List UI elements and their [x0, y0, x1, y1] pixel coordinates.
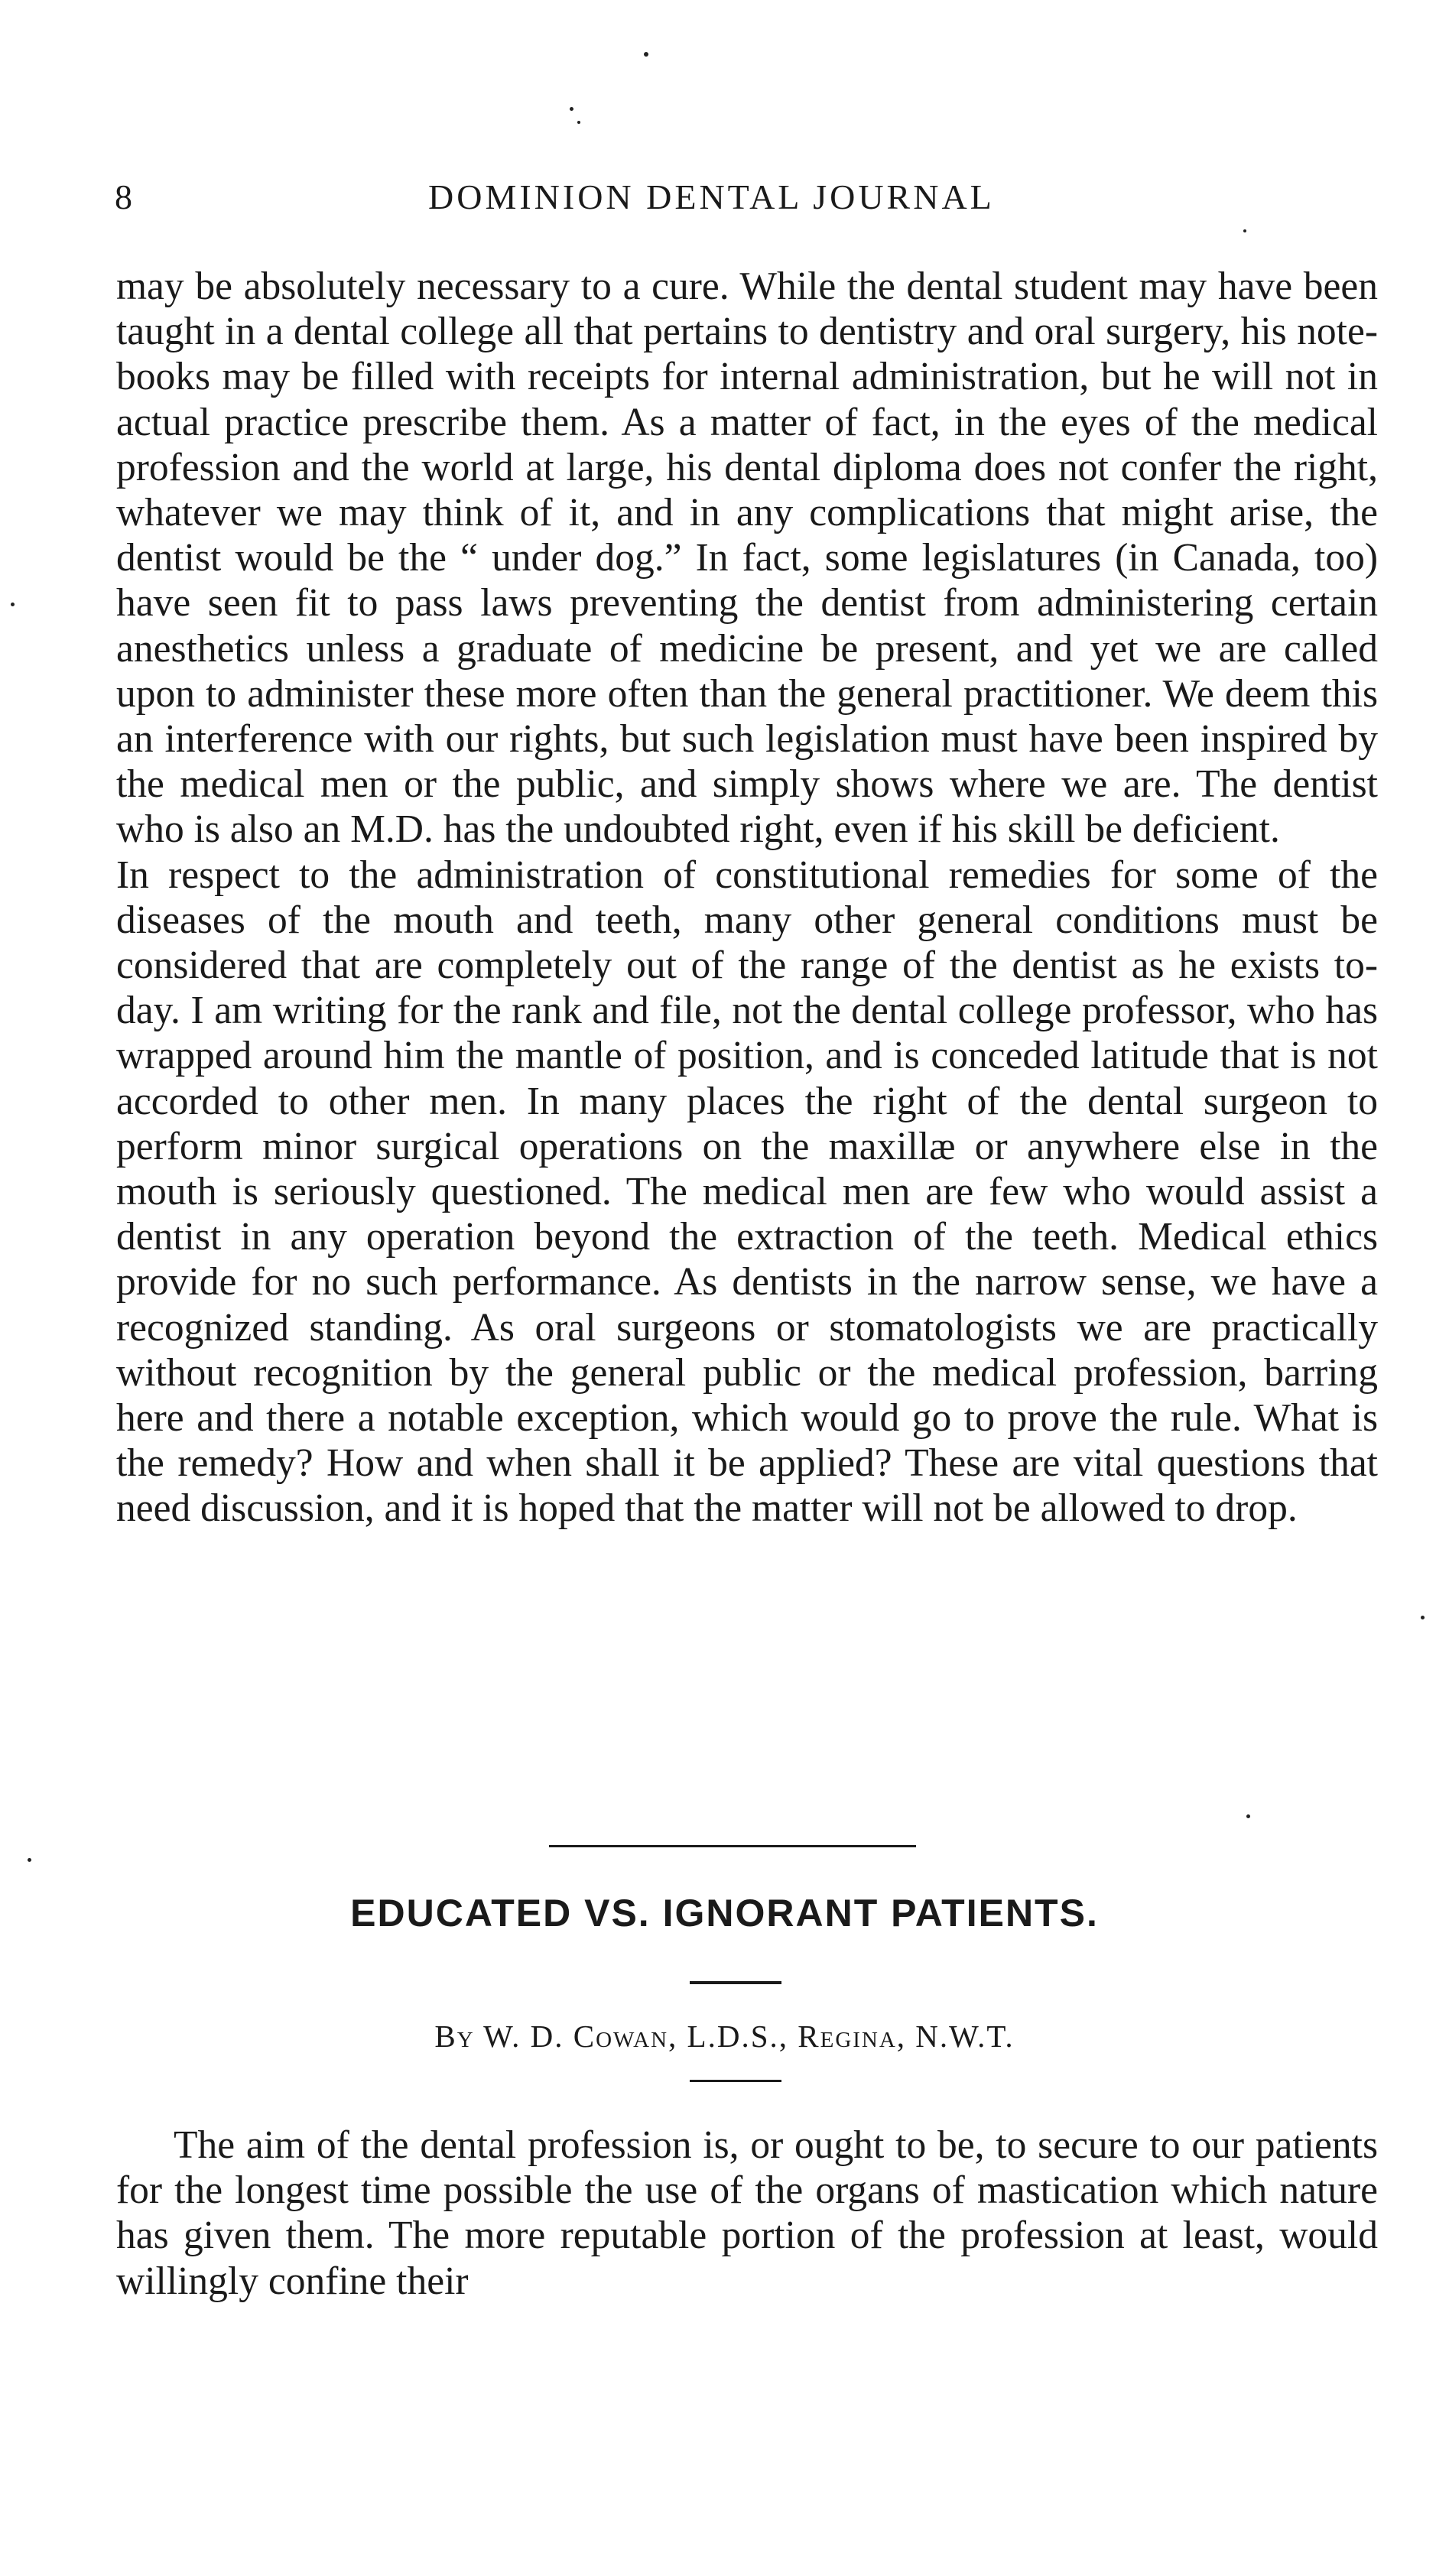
body-paragraph: may be absolutely necessary to a cure. While the dental student may have been taught in a dental college all that pertains to dentistry and oral surgery, his note-books may be filled with receipts for internal administration, but he will not in actual practice prescribe them. As a matter of fact, in the eyes of the medical profession and the world at large, his dental diploma does not confer the right, whatever we may think of it, and in any complications that might arise, the dentist would be the “ under dog.” In fact, some legislatures (in Canada, too) have seen fit to pass laws preventing the dentist from administering certain anesthetics unless a graduate of medicine be present, and yet we are called upon to administer these more often than the general practitioner. We deem this an interference with our rights, but such legislation must have been inspired by the medical men or the public, and simply shows where we are. The dentist who is also an M.D. has the undoubted right, even if his skill be deficient. [116, 265, 1378, 852]
scan-speck [1421, 1616, 1425, 1619]
section-divider [549, 1845, 916, 1847]
page-number: 8 [115, 177, 132, 216]
scan-speck [1243, 229, 1246, 232]
article-title: EDUCATED VS. IGNORANT PATIENTS. [350, 1892, 1099, 1934]
scan-speck [577, 121, 580, 124]
byline: By W. D. Cowan, L.D.S., Regina, N.W.T. [434, 2019, 1015, 2054]
article-body [116, 2123, 1378, 2304]
running-head [115, 174, 1093, 220]
journal-title: DOMINION DENTAL JOURNAL [428, 177, 995, 216]
body-paragraph: The aim of the dental profession is, or ought to be, to secure to our patients for the longest time possible the use of the organs of mastication which nature has given them. The more reputable portion of the profession at least, would willingly confine their [116, 2123, 1378, 2303]
continued-article-text [116, 264, 1378, 1532]
scan-speck [1246, 1814, 1250, 1818]
scan-speck [570, 107, 573, 111]
body-paragraph: In respect to the administration of constitutional remedies for some of the diseases of the mouth and teeth, many other general conditions must be considered that are completely out of the range of the dentist as he exists to-day. I am writing for the rank and file, not the dental college professor, who has wrapped around him the mantle of position, and is conceded latitude that is not accorded to other men. In many places the right of the dental surgeon to perform minor surgical operations on the maxillæ or anywhere else in the mouth is seriously questioned. The medical men are few who would assist a dentist in any operation beyond the extraction of the teeth. Medical ethics provide for no such performance. As dentists in the narrow sense, we have a recognized standing. As oral surgeons or stomatologists we are practically without recognition by the general public or the medical profession, barring here and there a notable exception, which would go to prove the rule. What is the remedy? How and when shall it be applied? These are vital questions that need discussion, and it is hoped that the matter will not be allowed to drop. [116, 853, 1378, 1531]
scan-speck [644, 52, 648, 57]
scan-speck [11, 603, 15, 606]
title-rule [690, 1981, 781, 1984]
byline-rule [690, 2080, 781, 2082]
scan-speck [28, 1858, 31, 1862]
